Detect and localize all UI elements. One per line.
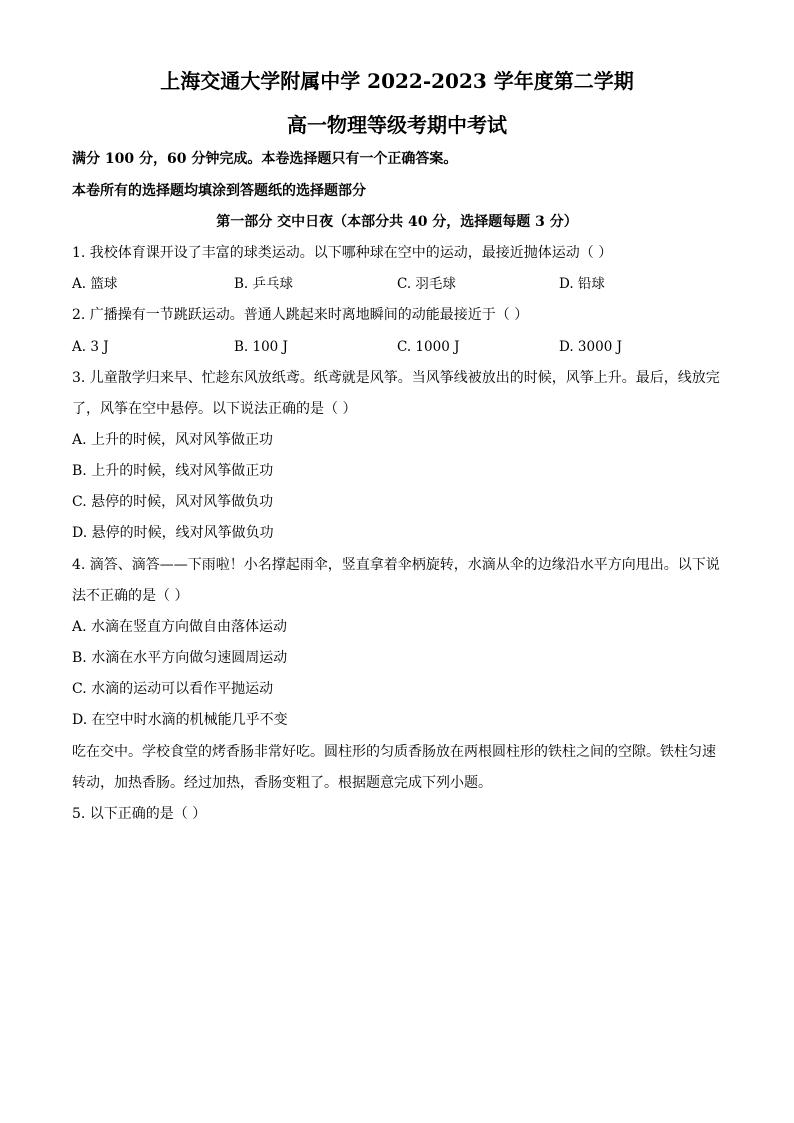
question-2-text: 2. 广播操有一节跳跃运动。普通人跳起来时离地瞬间的动能最接近于（ ）	[72, 307, 529, 323]
question-4-text-line-1: 4. 滴答、滴答——下雨啦！小名撑起雨伞，竖直拿着伞柄旋转，水滴从伞的边缘沿水平方向甩出。以下说	[72, 557, 720, 573]
exam-title: 上海交通大学附属中学 2022-2023 学年度第二学期	[160, 69, 634, 93]
question-4-option-b: B. 水滴在水平方向做匀速圆周运动	[72, 650, 288, 666]
question-3-text-line-2: 了，风筝在空中悬停。以下说法正确的是（ ）	[72, 401, 357, 417]
section-heading: 第一部分 交中日夜（本部分共 40 分，选择题每题 3 分）	[216, 214, 578, 230]
exam-subtitle: 高一物理等级考期中考试	[287, 113, 507, 137]
question-2-option-d: D. 3000 J	[559, 339, 622, 355]
question-3-option-d: D. 悬停的时候，线对风筝做负功	[72, 525, 274, 541]
question-4-text-line-2: 法不正确的是（ ）	[72, 588, 189, 604]
question-2-option-a: A. 3 J	[72, 339, 109, 355]
question-3-option-a: A. 上升的时候，风对风筝做正功	[72, 432, 274, 448]
question-1-text: 1. 我校体育课开设了丰富的球类运动。以下哪种球在空中的运动，最接近抛体运动（ ）	[72, 245, 613, 261]
question-4-option-a: A. 水滴在竖直方向做自由落体运动	[72, 619, 288, 635]
question-4-option-c: C. 水滴的运动可以看作平抛运动	[72, 681, 274, 697]
instructions-line-1: 满分 100 分，60 分钟完成。本卷选择题只有一个正确答案。	[72, 151, 458, 167]
question-4-option-d: D. 在空中时水滴的机械能几乎不变	[72, 712, 288, 728]
passage-line-2: 转动，加热香肠。经过加热，香肠变粗了。根据题意完成下列小题。	[72, 775, 492, 791]
question-1-option-c: C. 羽毛球	[397, 276, 456, 292]
question-2-option-c: C. 1000 J	[397, 339, 460, 355]
question-1-option-d: D. 铅球	[559, 276, 605, 292]
question-2-option-b: B. 100 J	[234, 339, 288, 355]
question-1-option-b: B. 乒乓球	[234, 276, 294, 292]
question-3-text-line-1: 3. 儿童散学归来早、忙趁东风放纸鸢。纸鸢就是风筝。当风筝线被放出的时候，风筝上升。最后，线放完	[72, 370, 720, 386]
question-3-option-b: B. 上升的时候，线对风筝做正功	[72, 463, 274, 479]
question-5-text: 5. 以下正确的是（ ）	[72, 806, 207, 822]
instructions-line-2: 本卷所有的选择题均填涂到答题纸的选择题部分	[72, 183, 366, 199]
question-3-option-c: C. 悬停的时候，风对风筝做负功	[72, 494, 274, 510]
question-1-option-a: A. 篮球	[72, 276, 118, 292]
passage-line-1: 吃在交中。学校食堂的烤香肠非常好吃。圆柱形的匀质香肠放在两根圆柱形的铁柱之间的空隙。铁柱匀速	[72, 744, 716, 760]
